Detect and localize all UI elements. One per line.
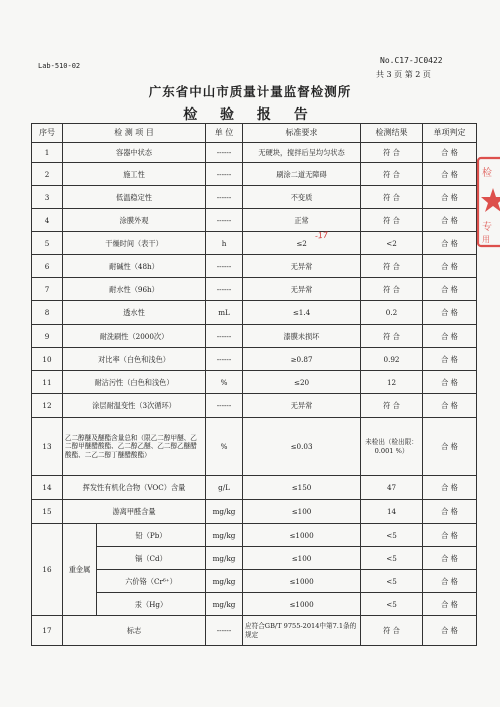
unit-cell: ------ [206, 348, 243, 371]
row-number: 11 [32, 371, 63, 394]
col-verdict: 单项判定 [423, 124, 477, 143]
table-row [32, 325, 477, 348]
verdict-cell: 合 格 [423, 278, 477, 301]
row-number: 2 [32, 163, 63, 186]
test-item: 六价铬（Cr⁶⁺） [97, 570, 206, 593]
requirement-cell: ≤1000 [243, 570, 361, 593]
requirement-cell: 应符合GB/T 9755-2014中第7.1条的规定 [243, 616, 361, 646]
row-number: 10 [32, 348, 63, 371]
result-cell: 12 [361, 371, 423, 394]
result-cell: <5 [361, 593, 423, 616]
result-cell: 0.2 [361, 301, 423, 325]
result-cell: 符 合 [361, 186, 423, 209]
result-cell: 符 合 [361, 209, 423, 232]
table-row [32, 570, 477, 593]
report-number: No.C17-JC0422 [380, 56, 443, 65]
requirement-cell: 无异常 [243, 394, 361, 418]
unit-cell: g/L [206, 476, 243, 500]
requirement-cell: 无异常 [243, 255, 361, 278]
table-row [32, 500, 477, 524]
test-item: 挥发性有机化合物（VOC）含量 [63, 476, 206, 500]
requirement-cell: ≤150 [243, 476, 361, 500]
requirement-cell: ≤20 [243, 371, 361, 394]
verdict-cell: 合 格 [423, 301, 477, 325]
requirement-cell: ≤1.4 [243, 301, 361, 325]
test-item: 透水性 [63, 301, 206, 325]
test-item: 涂膜外观 [63, 209, 206, 232]
unit-cell: ------ [206, 278, 243, 301]
requirement-cell: ≤0.03 [243, 418, 361, 476]
requirement-cell: ≤100 [243, 547, 361, 570]
requirement-cell: ≤1000 [243, 593, 361, 616]
row-number: 16 [32, 524, 63, 616]
requirement-cell: 无硬块，搅拌后呈均匀状态 [243, 143, 361, 163]
result-cell: 符 合 [361, 325, 423, 348]
verdict-cell: 合 格 [423, 547, 477, 570]
col-result: 检测结果 [361, 124, 423, 143]
verdict-cell: 合 格 [423, 500, 477, 524]
unit-cell: mg/kg [206, 547, 243, 570]
verdict-cell: 合 格 [423, 209, 477, 232]
row-number: 12 [32, 394, 63, 418]
unit-cell: ------ [206, 209, 243, 232]
test-item: 标志 [63, 616, 206, 646]
lab-code: Lab-510-02 [38, 62, 81, 70]
test-item: 镉（Cd） [97, 547, 206, 570]
verdict-cell: 合 格 [423, 394, 477, 418]
result-cell: 14 [361, 500, 423, 524]
verdict-cell: 合 格 [423, 418, 477, 476]
handwritten-annotation: -17 [314, 230, 329, 241]
table-row [32, 232, 477, 255]
test-item: 容器中状态 [63, 143, 206, 163]
results-table [31, 123, 477, 646]
requirement-cell: 正常 [243, 209, 361, 232]
verdict-cell: 合 格 [423, 593, 477, 616]
test-item: 施工性 [63, 163, 206, 186]
table-row [32, 616, 477, 646]
result-cell: 符 合 [361, 394, 423, 418]
test-item: 铅（Pb） [97, 524, 206, 547]
requirement-cell: 无异常 [243, 278, 361, 301]
unit-cell: % [206, 418, 243, 476]
test-item: 耐洗刷性（2000次） [63, 325, 206, 348]
table-row [32, 418, 477, 476]
unit-cell: % [206, 371, 243, 394]
row-number: 7 [32, 278, 63, 301]
verdict-cell: 合 格 [423, 232, 477, 255]
svg-text:专: 专 [482, 222, 492, 233]
svg-text:用: 用 [482, 235, 490, 244]
col-item: 检 测 项 目 [63, 124, 206, 143]
unit-cell: h [206, 232, 243, 255]
row-number: 4 [32, 209, 63, 232]
result-cell: 符 合 [361, 255, 423, 278]
result-cell: 符 合 [361, 143, 423, 163]
row-number: 15 [32, 500, 63, 524]
unit-cell: ------ [206, 163, 243, 186]
unit-cell: ------ [206, 186, 243, 209]
table-row [32, 143, 477, 163]
row-number: 6 [32, 255, 63, 278]
table-row [32, 301, 477, 325]
unit-cell: ------ [206, 255, 243, 278]
verdict-cell: 合 格 [423, 186, 477, 209]
test-item: 耐水性（96h） [63, 278, 206, 301]
table-row [32, 186, 477, 209]
organization-title: 广东省中山市质量计量监督检测所 [148, 84, 352, 99]
verdict-cell: 合 格 [423, 348, 477, 371]
test-item: 乙二醇醚及醚酯含量总和（限乙二醇甲醚、乙二醇甲醚醋酸酯、乙二醇乙醚、乙二醇乙醚醋酸酯、二乙二醇丁醚醋酸酯） [63, 418, 206, 476]
result-cell: 47 [361, 476, 423, 500]
table-row [32, 593, 477, 616]
page-info: 共 3 页 第 2 页 [376, 70, 431, 79]
unit-cell: ------ [206, 394, 243, 418]
table-row [32, 394, 477, 418]
verdict-cell: 合 格 [423, 371, 477, 394]
col-unit: 单 位 [206, 124, 243, 143]
table-row [32, 524, 477, 547]
verdict-cell: 合 格 [423, 255, 477, 278]
verdict-cell: 合 格 [423, 143, 477, 163]
verdict-cell: 合 格 [423, 570, 477, 593]
test-item: 耐沾污性（白色和浅色） [63, 371, 206, 394]
row-number: 8 [32, 301, 63, 325]
requirement-cell: ≥0.87 [243, 348, 361, 371]
result-cell: 未检出（检出限：0.001 %） [361, 418, 423, 476]
unit-cell: mg/kg [206, 593, 243, 616]
row-number: 14 [32, 476, 63, 500]
requirement-cell: 不变质 [243, 186, 361, 209]
unit-cell: ------ [206, 143, 243, 163]
verdict-cell: 合 格 [423, 476, 477, 500]
table-header-row [32, 124, 477, 143]
unit-cell: ------ [206, 616, 243, 646]
result-cell: 符 合 [361, 278, 423, 301]
row-number: 17 [32, 616, 63, 646]
table-row [32, 476, 477, 500]
row-number: 13 [32, 418, 63, 476]
table-row [32, 209, 477, 232]
requirement-cell: ≤1000 [243, 524, 361, 547]
unit-cell: mg/kg [206, 500, 243, 524]
col-requirement: 标准要求 [243, 124, 361, 143]
requirement-cell: ≤100 [243, 500, 361, 524]
test-item: 涂层耐温变性（3次循环） [63, 394, 206, 418]
table-row [32, 278, 477, 301]
verdict-cell: 合 格 [423, 616, 477, 646]
result-cell: <5 [361, 524, 423, 547]
table-row [32, 348, 477, 371]
requirement-cell: ≤2 [243, 232, 361, 255]
table-row [32, 371, 477, 394]
test-item: 汞（Hg） [97, 593, 206, 616]
table-row [32, 547, 477, 570]
seal-stamp [468, 156, 500, 248]
result-cell: <2 [361, 232, 423, 255]
test-item: 低温稳定性 [63, 186, 206, 209]
test-item: 游离甲醛含量 [63, 500, 206, 524]
test-item: 耐碱性（48h） [63, 255, 206, 278]
row-number: 3 [32, 186, 63, 209]
test-item: 干燥时间（表干） [63, 232, 206, 255]
table-row [32, 255, 477, 278]
verdict-cell: 合 格 [423, 325, 477, 348]
svg-text:检: 检 [482, 168, 492, 179]
group-label: 重金属 [63, 524, 97, 616]
result-cell: <5 [361, 547, 423, 570]
col-no: 序号 [32, 124, 63, 143]
unit-cell: ------ [206, 325, 243, 348]
table-row [32, 163, 477, 186]
requirement-cell: 刷涂二道无障碍 [243, 163, 361, 186]
unit-cell: mg/kg [206, 570, 243, 593]
result-cell: 符 合 [361, 616, 423, 646]
result-cell: <5 [361, 570, 423, 593]
row-number: 9 [32, 325, 63, 348]
requirement-cell: 漆膜未损坏 [243, 325, 361, 348]
report-title: 检 验 报 告 [183, 107, 317, 123]
row-number: 1 [32, 143, 63, 163]
test-item: 对比率（白色和浅色） [63, 348, 206, 371]
verdict-cell: 合 格 [423, 524, 477, 547]
result-cell: 符 合 [361, 163, 423, 186]
unit-cell: mg/kg [206, 524, 243, 547]
unit-cell: mL [206, 301, 243, 325]
row-number: 5 [32, 232, 63, 255]
verdict-cell: 合 格 [423, 163, 477, 186]
result-cell: 0.92 [361, 348, 423, 371]
